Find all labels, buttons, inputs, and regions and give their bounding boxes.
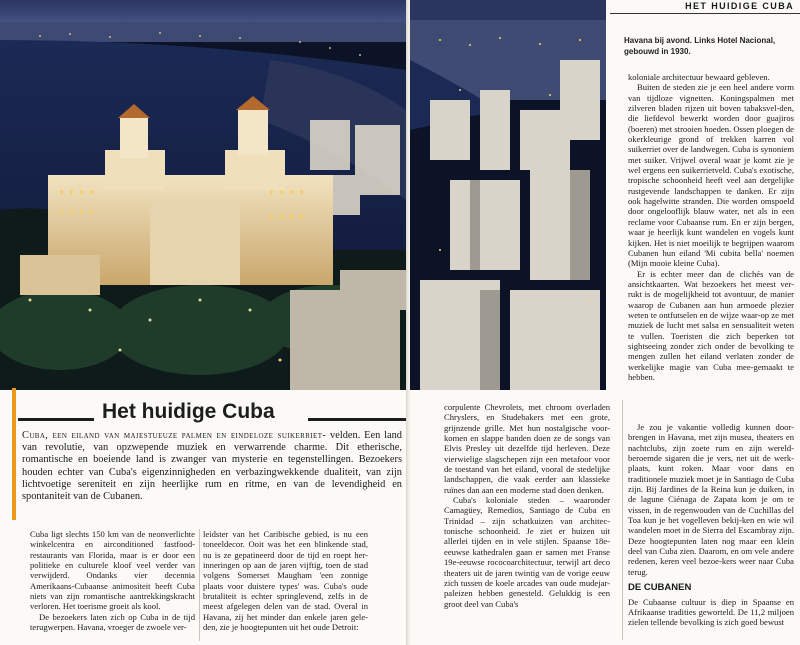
intro-lead: Cuba, een eiland van majestueuze palmen en eindeloze suikerriet- [22,430,327,441]
hotel-nacional-image [0,0,406,390]
right-page [410,0,800,645]
havana-night-photo-left [0,0,406,390]
title-rule-right [308,418,406,421]
column-4 [628,72,794,382]
paragraph: Er is echter meer dan de clichés van de ansichtkaarten. Wat bezoekers het meest ver-rukt is de mogelijkheid tot avontuur, de manier waarop de Cubanen aan hun armoede plezier weten te ontfutselen en de wijze waar-op ze met muziek de lucht met salsa en sensualiteit weten te vullen. Toeristen die zich beperken tot sightseeing zonder zich onder de bevolking te mengen zullen het eiland verlaten zonder de werkelijke magie van Cuba mee-gemaakt te hebben. [628,268,794,382]
title-rule-left [18,418,94,421]
paragraph: De Cubaanse cultuur is diep in Spaanse en Afrikaanse tradities geworteld. De 11,2 miljoen zielen tellende bevolking is zich goed bewust [628,596,794,628]
section-header-text: HET HUIDIGE CUBA [685,1,794,11]
havana-night-photo-right [410,0,606,390]
column-divider [622,400,623,640]
column-3 [444,402,610,609]
column-4-continued [628,422,794,628]
paragraph: corpulente Chevrolets, met chroom overladen Chryslers, en Studebakers met een grote, grijnzende grille. Met hun nostalgische voor-komen en slappe banden doen ze de songs van Elvis Presley uit dezelfde tijd herleven. Deze vierwielige slagschepen zijn een metafoor voor de toestand van het eiland, vooral de stedelijke landschappen, die vaak eerder aan klassieke ruïnes dan aan een moderne stad doen denken. [444,402,610,495]
photo-caption: Havana bij avond. Links Hotel Nacional, gebouwd in 1930. [624,36,776,56]
column-divider [199,529,200,641]
column-1 [30,529,195,632]
column-2 [203,529,368,632]
paragraph: De bezoekers laten zich op Cuba in de tijd terugwerpen. Havana, vroeger de zwoele ver- [30,611,195,633]
paragraph: koloniale architectuur bewaard gebleven. [628,72,770,82]
paragraph: Cuba ligt slechts 150 km van de neonverlichte winkelcentra en airconditioned fastfood-restaurants van Florida, maar is er door een politieke en culturele kloof veel verder van verwijderd. Ondanks vier decennia Amerikaans-Cubaanse animositeit heeft Cuba niets van zijn romantische aantrekkingskracht verloren. Het toerisme groeit als kool. [30,529,195,612]
intro-text: velden. Een land van revolutie, van opzwepende muziek en verwarrende charme. Dit etherische, romantische en boeiende land is zwanger van mysterie en tegenstellingen. Bezoekers houden echter van Cuba's eigenzinnigheden en verbazingwekkende dualiteit, van zijn lichtvoetige sereniteit en zijn heerlijke rum en ritme, en van de levendigheid en spontaniteit van de Cubanen. [22,430,402,503]
paragraph: Je zou je vakantie volledig kunnen door-brengen in Havana, met zijn musea, theaters en nachtclubs, zijn zoete rum en zijn wereld-beroemde sigaren die je vers, net uit de werk-plaats, kunt roken. Maar voor dans en traditionele muziek moet je in Santiago de Cuba zijn. Bij Jardines de la Reina kun je duiken, in de lagune Ciénaga de Zapata kom je om te vissen, in de regenwouden van de Cuchillas del Toa kun je het vogelleven bekij-ken en wie wil wandelen moet in de Sierra del Escambray zijn. Deze hoogtepunten laten nog maar een klein deel van Cuba zien. Daarom, en om vele andere redenen, keren veel bezoe-kers weer naar Cuba terug. [628,422,794,577]
subhead: DE CUBANEN [628,582,692,594]
article-intro [22,430,402,503]
paragraph: leidster van het Caribische gebied, is nu een toneeldecor. Ooit was het een blinkende stad, nu is ze gepatineerd door de tijd en roept her-inneringen op aan de jaren vijftig, toen de stad volgens Somerset Maugham 'een zonnige plaats voor duistere types' was. Cuba's oude brutaliteit is echter springlevend, zelfs in de meest afgelegen delen van de stad. Overal in Havana, zij het minder dan enkele jaren gele-den, zie je hoogtepunten uit het oude Detroit: [203,529,368,633]
accent-bar [12,388,16,520]
section-header [610,0,800,14]
havana-skyline-image [410,0,606,390]
paragraph: Buiten de steden zie je een heel andere vorm van tijdloze vignetten. Koningspalmen met zilveren bladen rijzen uit boven tabaksvel-den, die liefdevol bewerkt worden door guajiros (boeren) met strooien hoeden. Ossen ploegen de okerkleurige grond of trekken karren vol suikerriet over de landwegen. Cuba is synoniem met suiker. Vrijwel overal waar je komt zie je wel ergens een suikerrietveld. Cuba's exotische, tropische schoonheid heeft veel aan dergelijke rustgevende landschappen te danken. Er zijn ook hagelwitte stranden. Die worden omspoeld door ongelooflijk blauw water, net als in een reclame voor Cubaanse rum. En er zijn bergen, waar je heerlijk kunt wandelen en vogels kunt kijken. Het is niet moeilijk te begrijpen waarom Cubanen hun eiland 'Mi cubita bella' noemen (Mijn mooie kleine Cuba). [628,82,794,269]
article-title: Het huidige Cuba [102,400,275,423]
paragraph: Cuba's koloniale steden – waaronder Camagüey, Remedios, Santiago de Cuba en Trinidad – zijn schatkuizen van architec-tonische schoonheid. Je ziet er huizen uit allerlei tijden en in vele stijlen. Spaanse 18e-eeuwse kathedralen gaan er samen met Franse 19e-eeuwse rococoarchitectuur, terwijl art deco theaters uit de jaren twintig van de vorige eeuw zich tussen de koele arcades van oude mudejar-paleizen hebben genesteld. Gelukkig is een groot deel van Cuba's [444,495,610,609]
